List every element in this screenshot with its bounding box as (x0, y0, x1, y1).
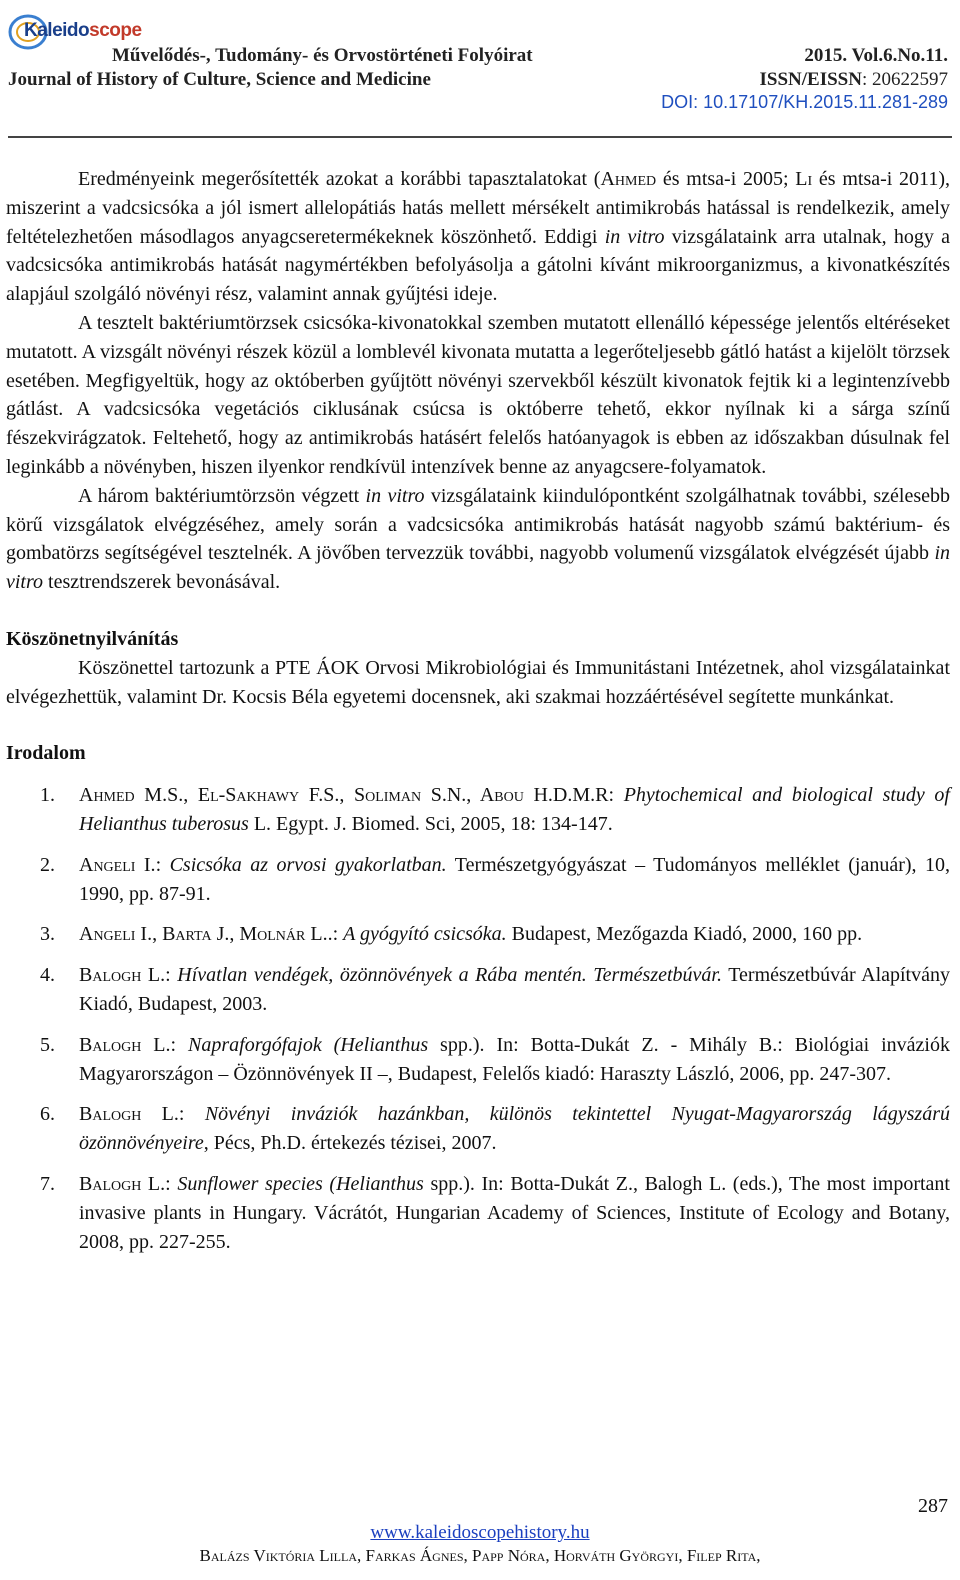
journal-header (0, 0, 960, 140)
reference-authors: Ahmed M.S., El-Sakhawy F.S., Soliman S.N., Abou H.D.M.R (79, 784, 609, 807)
logo-prefix: Kaleido (24, 20, 90, 41)
journal-volume: 2015. Vol.6.No.11. (804, 45, 948, 66)
journal-title-hu: Művelődés-, Tudomány- és Orvostörténeti Folyóirat (112, 45, 533, 66)
reference-item (6, 1100, 950, 1158)
reference-title: Hívatlan vendégek, özönnövények a Rába mentén. Természetbúvár. (177, 964, 722, 987)
p3-text-c: tesztrendszerek bevonásával. (43, 571, 281, 594)
footer-website-link[interactable]: www.kaleidoscopehistory.hu (370, 1522, 590, 1543)
reference-number: 7. (40, 1172, 55, 1195)
p1-author-li: Li (795, 168, 813, 190)
reference-number: 2. (40, 853, 55, 876)
reference-source: Budapest, Mezőgazda Kiadó, 2000, 160 pp. (506, 923, 863, 946)
reference-sep: : (165, 964, 178, 987)
reference-title: A gyógyító csicsóka. (343, 923, 507, 946)
p3-text-b: vizsgálataink kiindulópontként szolgálhatnak további, szélesebb körű vizsgálatok elvégzéséhez, amely során a vadcsicsóka antimikrobás hatását nagyobb számú baktérium- és gombatörzs segítségével tesztelnék. A jövőben tervezzük további, nagyobb volumenű vizsgálatok elvégzését újabb (6, 484, 951, 565)
p1-text-d: vizsgálataink arra utalnak, hogy a vadcsicsóka antimikrobás hatását nagymértékben befolyásolja a gátolni kívánt mikroorganizmus, a kivonatkészítés alapjául szolgáló növényi rész, valamint annak gyűjtési ideje. (6, 225, 950, 306)
logo-wordmark (24, 20, 142, 42)
reference-number: 6. (40, 1103, 55, 1126)
reference-item (6, 781, 950, 839)
references-heading: Irodalom (6, 742, 86, 765)
acknowledgement-heading: Köszönetnyilvánítás (6, 627, 179, 650)
reference-authors: Balogh L. (79, 1172, 166, 1195)
reference-source: Természetgyógyászat – Tudományos melléklet (január), 10, 1990, pp. 87-91. (79, 853, 950, 905)
p3-in-vitro-2: in vitro (6, 542, 950, 594)
header-divider (8, 136, 952, 138)
reference-authors: Balogh L. (79, 1033, 171, 1056)
reference-number: 1. (40, 784, 55, 807)
reference-authors: Angeli I. (79, 853, 156, 876)
issn-label: ISSN/EISSN (759, 69, 862, 90)
p1-text-c: és mtsa-i 2011), miszerint a vadcsicsóka a jól ismert allelopátiás hatás mellett mérsékelt antimikrobás hatással is rendelkezik, amely feltételezhetően másodlagos anyagcseretermékeknek köszönhető. Eddigi (6, 168, 950, 248)
doi-value: : 10.17107/KH.2015.11.281-289 (693, 92, 948, 112)
reference-sep: : (608, 784, 624, 807)
acknowledgement-text: Köszönettel tartozunk a PTE ÁOK Orvosi Mikrobiológiai és Immunitástani Intézetnek, ahol vizsgálatainkat elvégezhettük, valamint Dr. Kocsis Béla egyetemi docensnek, aki szakmai hozzáértésével segítette munkánkat. (6, 656, 950, 708)
reference-number: 3. (40, 923, 55, 946)
reference-title: Csicsóka az orvosi gyakorlatban. (169, 853, 447, 876)
reference-item (6, 1170, 950, 1256)
reference-source: L. Egypt. J. Biomed. Sci, 2005, 18: 134-147. (248, 812, 613, 835)
reference-title: Phytochemical and biological study of Helianthus tuberosus (79, 784, 950, 835)
issn-value: : 20622597 (861, 69, 948, 90)
reference-authors: Balogh L. (79, 964, 166, 987)
reference-item (6, 961, 950, 1019)
paragraph-strains: A tesztelt baktériumtörzsek csicsóka-kivonatokkal szemben mutatott ellenálló képessége jelentős eltéréseket mutatott. A vizsgált növényi részek közül a lomblevél kivonata mutatta a legerőteljesebb gátló hatást a kijelölt törzsek esetében. Megfigyeltük, hogy az októberben gyűjtött növényi szervekből készült kivonatok fejtik ki a legintenzívebb gátlást. A vadcsicsóka vegetációs ciklusának csúcsa is októberre tehető, ekkor nyílnak ki a sárga színű fészekvirágzatok. Feltehető, hogy az antimikrobás hatásért felelős hatóanyagok is ebben az időszakban dúsulnak fel leginkább a növényben, hiszen ilyenkor rendkívül intenzívek benne az anyagcsere-folyamatok. (6, 311, 950, 478)
reference-source: Természetbúvár Alapítvány Kiadó, Budapest, 2003. (79, 964, 950, 1015)
reference-title: Sunflower species (Helianthus (177, 1172, 424, 1195)
journal-issn (760, 69, 948, 91)
page-number: 287 (918, 1495, 948, 1517)
reference-number: 4. (40, 964, 55, 987)
reference-sep: : (155, 853, 170, 876)
p3-in-vitro-1: in vitro (365, 484, 425, 507)
reference-sep: : (332, 923, 344, 946)
reference-title: Napraforgófajok (Helianthus (188, 1033, 429, 1056)
reference-source: , Pécs, Ph.D. értekezés tézisei, 2007. (203, 1132, 497, 1155)
journal-title-en: Journal of History of Culture, Science and Medicine (8, 69, 431, 90)
reference-item (6, 851, 950, 909)
paragraph-outlook (6, 482, 950, 597)
footer-authors: Balázs Viktória Lilla, Farkas Ágnes, Papp Nóra, Horváth Györgyi, Filep Rita, (199, 1546, 761, 1565)
reference-number: 5. (40, 1033, 55, 1056)
p1-text-b: és mtsa-i 2005; (656, 168, 796, 190)
reference-sep: : (178, 1103, 205, 1126)
p3-text-a: A három baktériumtörzsön végzett (78, 484, 366, 507)
reference-title: Növényi inváziók hazánkban, különös tekintettel Nyugat-Magyarország lágyszárú özönnövényeire (79, 1103, 950, 1155)
journal-doi[interactable] (661, 92, 948, 113)
reference-sep: : (165, 1172, 178, 1195)
p1-author-ahmed: Ahmed (600, 168, 657, 190)
p1-text-a: Eredményeink megerősítették azokat a korábbi tapasztalatokat ( (78, 168, 601, 190)
reference-source: spp.). In: Botta-Dukát Z., Balogh L. (eds.), The most important invasive plants in Hungary. Vácrátót, Hungarian Academy of Sciences, Institute of Ecology and Botany, 2008, pp. 227-255. (79, 1172, 950, 1253)
reference-sep: : (170, 1033, 189, 1056)
reference-item (6, 920, 950, 949)
reference-authors: Balogh L. (79, 1103, 179, 1126)
doi-label: DOI (661, 92, 694, 112)
p1-in-vitro: in vitro (604, 225, 665, 248)
logo-suffix: scope (89, 20, 142, 41)
paragraph-results (6, 165, 950, 309)
journal-logo (6, 8, 142, 52)
reference-item (6, 1031, 950, 1089)
reference-authors: Angeli I., Barta J., Molnár L.. (79, 923, 333, 946)
reference-list (6, 781, 950, 1256)
reference-source: spp.). In: Botta-Dukát Z. - Mihály B.: Biológiai inváziók Magyarországon – Özönnövények II –, Budapest, Felelős kiadó: Haraszty László, 2006, pp. 247-307. (79, 1033, 950, 1085)
article-body (6, 165, 950, 1256)
